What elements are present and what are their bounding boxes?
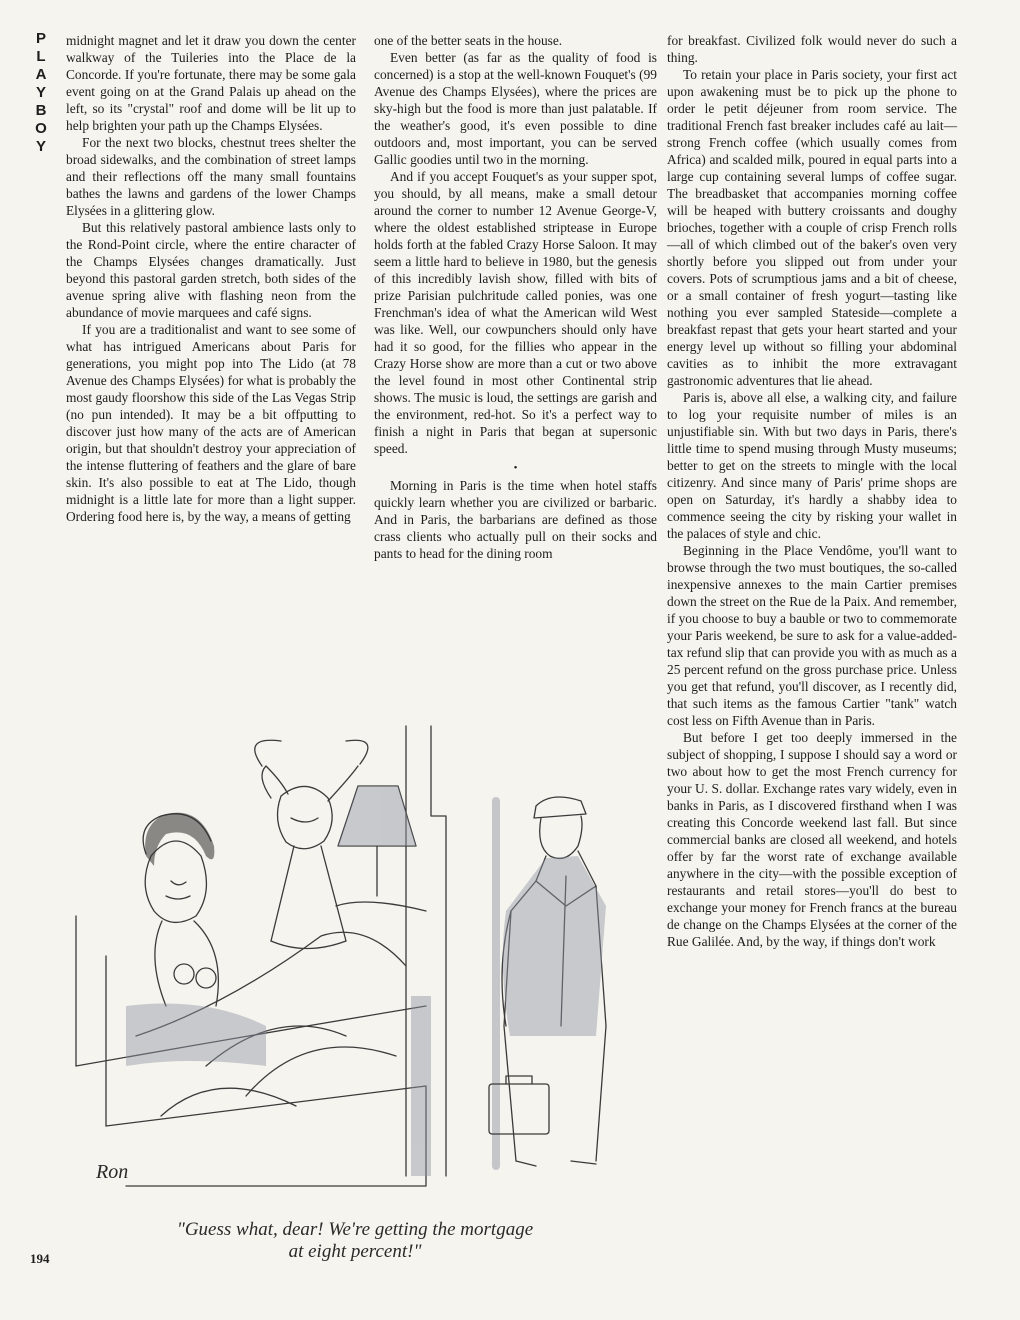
masthead-letter: O: [35, 120, 47, 137]
text-column-1: [66, 32, 356, 525]
text-column-2: [374, 32, 657, 562]
paragraph: one of the better seats in the house.: [374, 33, 563, 48]
paragraph: Even better (as far as the quality of food is concerned) is a stop at the well-known Fouquet's (99 Avenue des Champs Elysées), where the prices are sky-high but the food is more than just palatable. If the weather's good, it's even possible to dine outdoors and, most important, you can be served Gallic goodies until two in the morning.: [374, 50, 657, 167]
paragraph: But before I get too deeply immersed in the subject of shopping, I suppose I should say a word or two about how to get the most French currency for your U. S. dollar. Exchange rates vary widely, even in banks in Paris, as I discovered firsthand when I was creating this Concorde weekend last fall. But since commercial banks are closed all weekend, and hotels offer by far the worst rate of exchange available anywhere in the city—with the possible exception of restaurants and retail stores—you'll do best to exchange your money for French francs at the bureau de change on the Champs Elysées at the corner of the Rue Galilée. And, by the way, if things don't work: [667, 730, 957, 949]
paragraph: For the next two blocks, chestnut trees shelter the broad sidewalks, and the combination of street lamps and their reflections off the many small fountains bathes the lawns and gardens of the lower Champs Elysées in a glittering glow.: [66, 135, 356, 218]
cartoon-illustration: [66, 706, 656, 1206]
paragraph: midnight magnet and let it draw you down the center walkway of the Tuileries into the Place de la Concorde. If you're fortunate, there may be some gala event going on at the Grand Palais up ahead on the left, so its "crystal" roof and dome will be lit up to help brighten your path up the Champs Elysées.: [66, 33, 356, 133]
page-number: 194: [30, 1251, 50, 1266]
text-column-3: [667, 32, 957, 950]
masthead-letter: L: [36, 48, 46, 65]
masthead-letter: P: [35, 30, 46, 47]
section-break: •: [513, 462, 518, 474]
paragraph: Beginning in the Place Vendôme, you'll want to browse through the two must boutiques, the so-called inexpensive annexes to the main Cartier premises down the street on the Rue de la Paix. And remember, if you choose to buy a bauble or two to commemorate your Paris weekend, be sure to ask for a value-added-tax refund slip that can provide you with as much as a 25 percent refund on the gross purchase price. Unless you get that refund, you'll discover, as I recently did, that such items as the famous Cartier "tank" watch cost less on Fifth Avenue than in Paris.: [667, 543, 957, 728]
paragraph: Morning in Paris is the time when hotel staffs quickly learn whether you are civilized or barbaric. And in Paris, the barbarians are defined as those crass clients who actually pull on their socks and pants to head for the dining room: [374, 478, 657, 561]
caption-line: "Guess what, dear! We're getting the mortgage: [176, 1219, 534, 1240]
paragraph: To retain your place in Paris society, your first act upon awakening must be to pick up the phone to order le petit déjeuner from room service. The traditional French fast breaker includes café au lait—strong French coffee (which usually comes from Africa) and scalded milk, poured in equal parts into a large cup containing several lumps of coffee sugar. The breadbasket that accompanies morning coffee will be heaped with buttery croissants and doughy brioches, together with a couple of crisp French rolls—all of which climbed out of the baker's oven very shortly before you slipped out from under your covers. Pots of scrumptious jams and a bit of cheese, or a small container of fresh yogurt—tasting like nothing you ever sampled Stateside—complete a breakfast repast that gets your heart started and your energy level up without so filling your abdominal cavities as to inhibit the more extravagant gastronomic adventures that lie ahead.: [667, 67, 957, 388]
cartoonist-signature: Ron: [96, 1161, 129, 1183]
cartoon-caption: [120, 1219, 590, 1263]
paragraph: But this relatively pastoral ambience lasts only to the Rond-Point circle, where the entire character of the Champs Elysées changes dramatically. Just beyond this pastoral garden stretch, both sides of the avenue spring alive with flashing neon from the abundance of movie marquees and café signs.: [66, 220, 356, 320]
paragraph: Paris is, above all else, a walking city, and failure to log your requisite number of miles is an unjustifiable sin. With but two days in Paris, there's little time to spend musing through Musty museums; better to get on the streets to mingle with the local citizenry. And since many of Paris' prime shops are open on Saturday, it's hardly a shabby idea to commence seeing the city by risking your wallet in the palaces of style and chic.: [667, 390, 957, 541]
masthead-letter: Y: [35, 84, 46, 101]
masthead-letter: A: [35, 66, 47, 83]
caption-line: at eight percent!": [288, 1241, 422, 1262]
masthead-letter: B: [35, 102, 47, 119]
paragraph: If you are a traditionalist and want to see some of what has intrigued Americans about Paris for generations, you might pop into The Lido (at 78 Avenue des Champs Elysées) for what is probably the most gaudy floorshow this side of the Las Vegas Strip (no pun intended). It may be a bit offputting to discover just how many of the acts are of American origin, but that shouldn't destroy your appreciation of the intense fluttering of feathers and the glare of bare skin. It's also possible to eat at The Lido, though midnight is a little late for more than a light supper. Ordering food here is, by the way, a means of getting: [66, 322, 356, 524]
paragraph: for breakfast. Civilized folk would never do such a thing.: [667, 33, 957, 65]
magazine-masthead: [30, 30, 52, 156]
masthead-letter: Y: [35, 138, 46, 155]
cartoon-drawing: [66, 706, 656, 1206]
paragraph: And if you accept Fouquet's as your supper spot, you should, by all means, make a small detour around the corner to number 12 Avenue George-V, where the oldest established striptease in Europe holds forth at the fabled Crazy Horse Saloon. It may seem a little hard to believe in 1980, but the genesis of this incredibly lavish show, filled with bits of prize Parisian pulchritude called ponies, was one Frenchman's idea of what the American wild West was like. Well, our cowpunchers should only have had it so good, for the fillies who appear in the Crazy Horse show are more than a cut or two above the level found in most other Continental strip shows. The music is loud, the settings are garish and the environment, red-hot. So it's a perfect way to finish a night in Paris that began at supersonic speed.: [374, 169, 657, 456]
